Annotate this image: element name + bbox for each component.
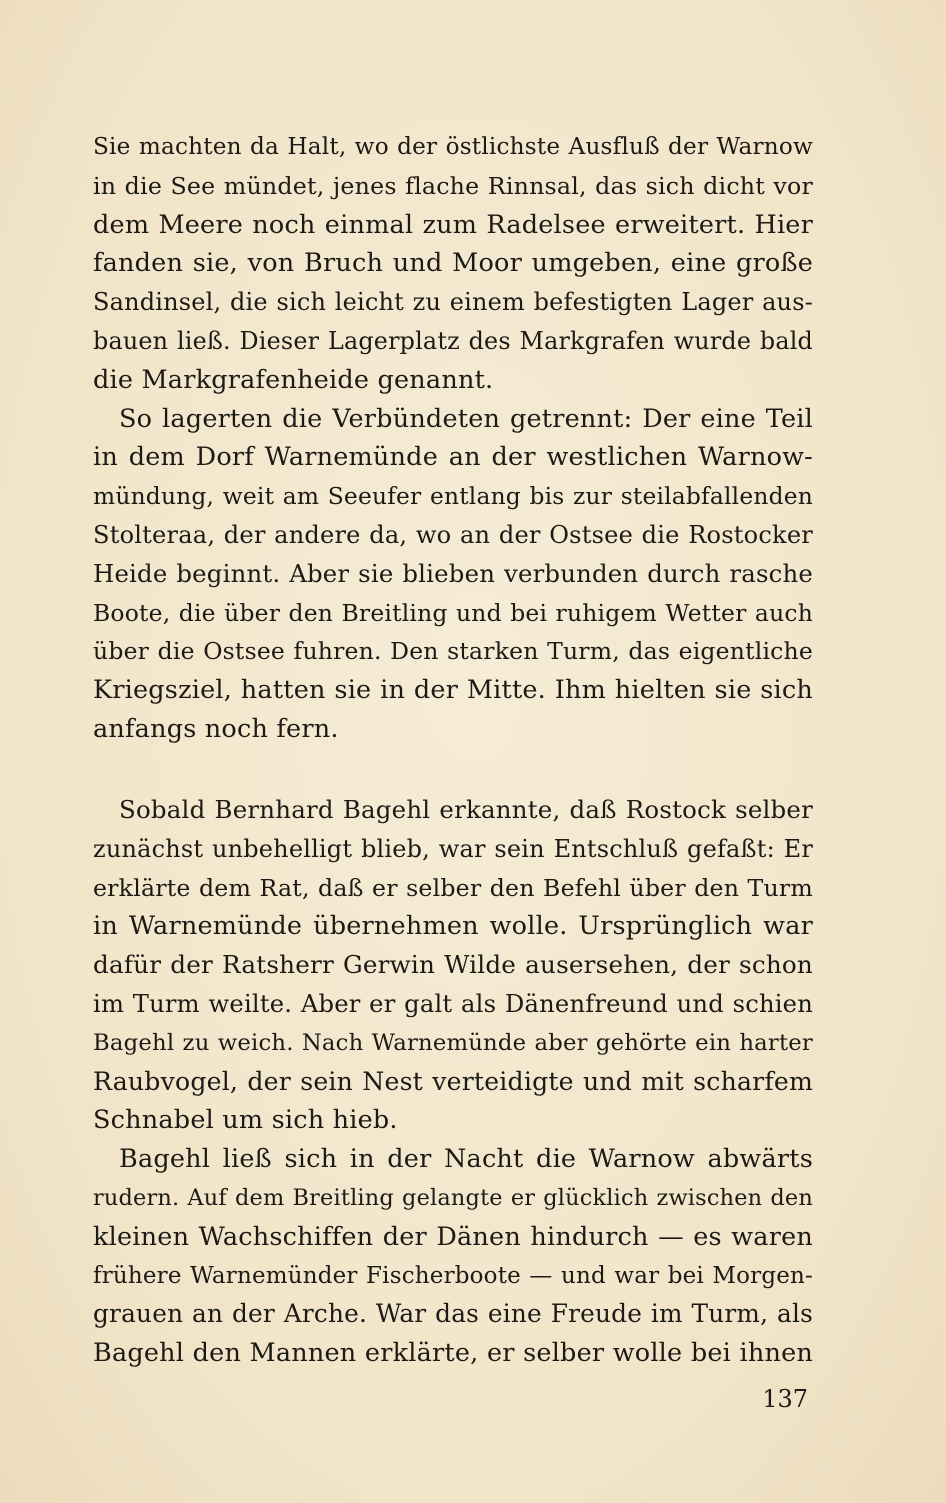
text-line: Boote, die über den Breitling und bei ruhigem Wetter auch <box>93 598 813 627</box>
text-line: Sandinsel, die sich leicht zu einem befestigten Lager aus- <box>93 288 813 317</box>
text-line: dafür der Ratsherr Gerwin Wilde ausersehen, der schon <box>93 950 813 980</box>
text-line: Bagehl zu weich. Nach Warnemünde aber gehörte ein harter <box>93 1029 813 1056</box>
text-line: erklärte dem Rat, daß er selber den Befehl über den Turm <box>93 873 813 902</box>
text-line: Raubvogel, der sein Nest verteidigte und mit scharfem <box>93 1066 813 1096</box>
text-line: im Turm weilte. Aber er galt als Dänenfreund und schien <box>93 989 813 1018</box>
text-line: über die Ostsee fuhren. Den starken Turm, das eigentliche <box>93 637 813 666</box>
text-section-2 <box>93 791 813 1373</box>
text-line: zunächst unbehelligt blieb, war sein Entschluß gefaßt: Er <box>93 834 813 863</box>
text-line: in die See mündet, jenes flache Rinnsal, das sich dicht vor <box>93 171 813 200</box>
text-line: die Markgrafenheide genannt. <box>93 364 494 395</box>
paragraph <box>93 791 813 1140</box>
text-line: Sobald Bernhard Bagehl erkannte, daß Rostock selber <box>119 795 813 824</box>
text-line: in dem Dorf Warnemünde an der westlichen Warnow- <box>93 442 813 473</box>
text-line: grauen an der Arche. War das eine Freude im Turm, als <box>93 1299 813 1329</box>
text-line: kleinen Wachschiffen der Dänen hindurch — es waren <box>93 1221 813 1252</box>
text-line: Bagehl den Mannen erklärte, er selber wolle bei ihnen <box>93 1338 813 1369</box>
text-line: dem Meere noch einmal zum Radelsee erweitert. Hier <box>93 209 813 240</box>
text-line: frühere Warnemünder Fischerboote — und war bei Morgen- <box>93 1262 813 1289</box>
text-line: Heide beginnt. Aber sie blieben verbunden durch rasche <box>93 558 813 588</box>
text-line: So lagerten die Verbündeten getrennt: Der eine Teil <box>119 403 813 434</box>
text-line: fanden sie, von Bruch und Moor umgeben, eine große <box>93 248 813 279</box>
text-line: bauen ließ. Dieser Lagerplatz des Markgrafen wurde bald <box>93 326 813 355</box>
text-line: Sie machten da Halt, wo der östlichste Ausfluß der Warnow <box>93 134 813 160</box>
text-line: Stolteraa, der andere da, wo an der Ostsee die Rostocker <box>93 520 813 549</box>
text-line: rudern. Auf dem Breitling gelangte er glücklich zwischen den <box>93 1184 813 1211</box>
text-line: in Warnemünde übernehmen wolle. Ursprünglich war <box>93 911 813 942</box>
text-section-1 <box>93 128 813 749</box>
paragraph <box>93 400 813 749</box>
page-number: 137 <box>762 1385 808 1413</box>
paragraph <box>93 1140 813 1373</box>
text-line: Kriegsziel, hatten sie in der Mitte. Ihm hielten sie sich <box>93 675 813 706</box>
text-line: mündung, weit am Seeufer entlang bis zur steilabfallenden <box>93 482 813 511</box>
text-line: Schnabel um sich hieb. <box>93 1105 398 1136</box>
text-line: Bagehl ließ sich in der Nacht die Warnow abwärts <box>119 1144 813 1175</box>
paragraph <box>93 128 813 400</box>
text-line: anfangs noch fern. <box>93 713 339 744</box>
